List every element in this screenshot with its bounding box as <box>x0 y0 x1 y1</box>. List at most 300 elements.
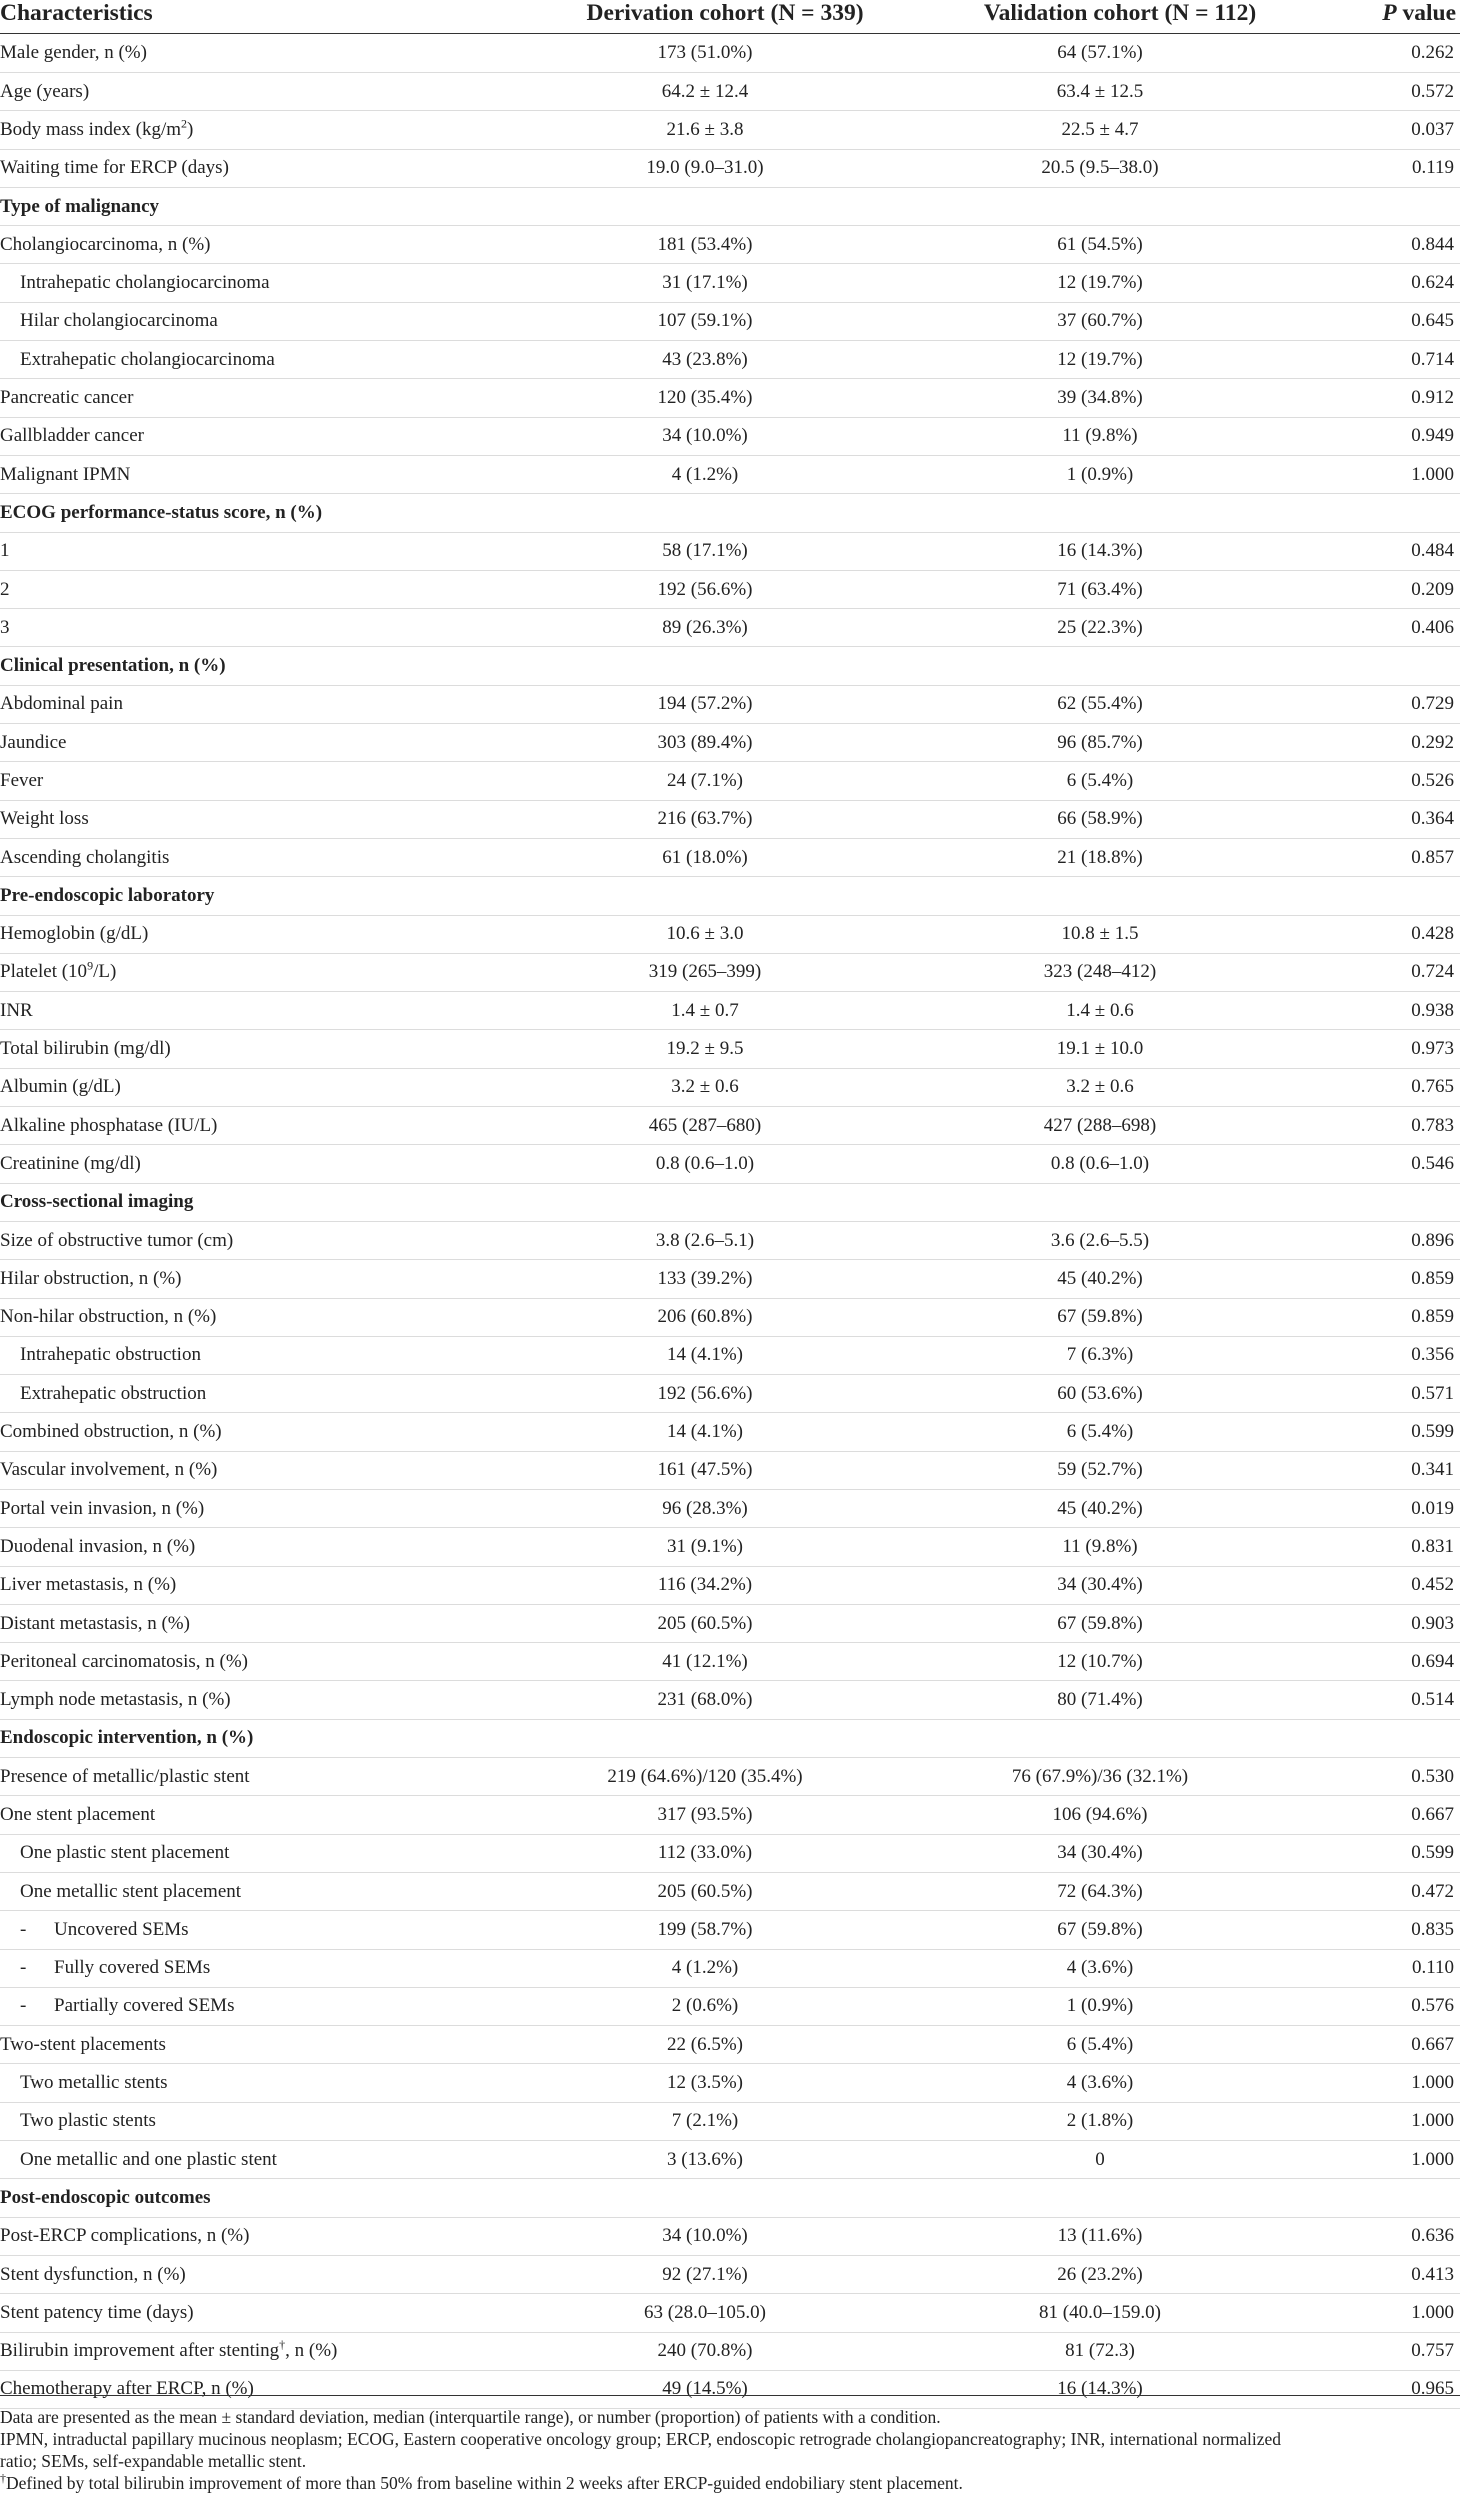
derivation-value: 34 (10.0%) <box>520 2217 890 2255</box>
table-row <box>0 2332 1460 2370</box>
derivation-value: 92 (27.1%) <box>520 2255 890 2293</box>
characteristic-name <box>0 1489 520 1527</box>
table-row <box>0 2217 1460 2255</box>
p-value: 0.729 <box>1310 685 1460 723</box>
validation-value: 6 (5.4%) <box>890 762 1310 800</box>
derivation-value: 2 (0.6%) <box>520 1987 890 2025</box>
p-value: 0.262 <box>1310 34 1460 73</box>
table-row <box>0 1030 1460 1068</box>
derivation-value <box>520 1183 890 1221</box>
characteristic-name <box>0 2217 520 2255</box>
derivation-value <box>520 187 890 225</box>
characteristic-label: Two plastic stents <box>20 2110 156 2132</box>
dagger-mark: † <box>0 2471 6 2486</box>
validation-value: 67 (59.8%) <box>890 1911 1310 1949</box>
validation-value: 80 (71.4%) <box>890 1681 1310 1719</box>
characteristic-label: Liver metastasis, n (%) <box>0 1574 177 1596</box>
characteristic-name <box>0 2026 520 2064</box>
table-row <box>0 685 1460 723</box>
superscript: 2 <box>181 116 188 131</box>
validation-value <box>890 494 1310 532</box>
p-value: 0.599 <box>1310 1413 1460 1451</box>
characteristic-name <box>0 1375 520 1413</box>
derivation-value: 181 (53.4%) <box>520 226 890 264</box>
characteristic-label: 1 <box>0 540 10 562</box>
derivation-value: 205 (60.5%) <box>520 1604 890 1642</box>
validation-value: 61 (54.5%) <box>890 226 1310 264</box>
dash-marker: - <box>20 1995 27 2017</box>
derivation-value <box>520 647 890 685</box>
characteristic-name <box>0 1911 520 1949</box>
characteristic-name <box>0 264 520 302</box>
derivation-value: 63 (28.0–105.0) <box>520 2294 890 2332</box>
p-value: 0.119 <box>1310 149 1460 187</box>
p-value: 1.000 <box>1310 2102 1460 2140</box>
p-value: 0.292 <box>1310 724 1460 762</box>
characteristic-name <box>0 2102 520 2140</box>
table-row <box>0 838 1460 876</box>
characteristic-label: Abdominal pain <box>0 693 123 715</box>
validation-value: 45 (40.2%) <box>890 1260 1310 1298</box>
table-row <box>0 953 1460 991</box>
characteristic-label: Waiting time for ERCP (days) <box>0 157 229 179</box>
p-value: 0.526 <box>1310 762 1460 800</box>
validation-value: 1.4 ± 0.6 <box>890 992 1310 1030</box>
table-row <box>0 1949 1460 1987</box>
p-value <box>1310 647 1460 685</box>
characteristic-label: Gallbladder cancer <box>0 425 144 447</box>
table-row <box>0 1528 1460 1566</box>
p-value: 0.428 <box>1310 915 1460 953</box>
table-row <box>0 1145 1460 1183</box>
characteristic-name <box>0 149 520 187</box>
validation-value: 3.2 ± 0.6 <box>890 1068 1310 1106</box>
validation-value: 323 (248–412) <box>890 953 1310 991</box>
characteristic-label: Malignant IPMN <box>0 463 131 485</box>
derivation-value <box>520 877 890 915</box>
validation-value: 16 (14.3%) <box>890 2370 1310 2408</box>
characteristic-name <box>0 1068 520 1106</box>
p-value: 1.000 <box>1310 2294 1460 2332</box>
footnote-abbreviations: IPMN, intraductal papillary mucinous neoplasm; ECOG, Eastern cooperative oncology group; ERCP, endoscopic retrograde cholangiopancreatography; INR, international normalized <box>0 2429 1282 2449</box>
validation-value: 11 (9.8%) <box>890 417 1310 455</box>
characteristic-label: Fully covered SEMs <box>54 1957 211 1979</box>
header-p-rest: value <box>1396 0 1456 26</box>
table-row <box>0 2026 1460 2064</box>
characteristic-label: Presence of metallic/plastic stent <box>0 1765 250 1787</box>
p-value: 0.667 <box>1310 1796 1460 1834</box>
header-validation-cohort: Validation cohort (N = 112) <box>890 0 1310 34</box>
table-row <box>0 341 1460 379</box>
table-row <box>0 2294 1460 2332</box>
derivation-value: 89 (26.3%) <box>520 609 890 647</box>
characteristic-label: Alkaline phosphatase (IU/L) <box>0 1114 218 1136</box>
validation-value: 45 (40.2%) <box>890 1489 1310 1527</box>
validation-value: 1 (0.9%) <box>890 1987 1310 2025</box>
characteristic-name <box>0 1030 520 1068</box>
characteristic-label: Partially covered SEMs <box>54 1995 235 2017</box>
derivation-value: 205 (60.5%) <box>520 1872 890 1910</box>
section-header-row <box>0 877 1460 915</box>
p-value: 0.572 <box>1310 73 1460 111</box>
section-header-row <box>0 187 1460 225</box>
characteristic-name <box>0 992 520 1030</box>
characteristic-label: Pancreatic cancer <box>0 387 134 409</box>
section-title <box>0 187 520 225</box>
validation-value: 6 (5.4%) <box>890 1413 1310 1451</box>
characteristic-name <box>0 1336 520 1374</box>
table-row <box>0 1604 1460 1642</box>
characteristic-label: Vascular involvement, n (%) <box>0 1459 218 1481</box>
validation-value: 19.1 ± 10.0 <box>890 1030 1310 1068</box>
p-value: 0.341 <box>1310 1451 1460 1489</box>
validation-value: 81 (40.0–159.0) <box>890 2294 1310 2332</box>
derivation-value: 465 (287–680) <box>520 1107 890 1145</box>
validation-value <box>890 187 1310 225</box>
p-value <box>1310 877 1460 915</box>
validation-value: 12 (10.7%) <box>890 1643 1310 1681</box>
table-row <box>0 73 1460 111</box>
validation-value: 64 (57.1%) <box>890 34 1310 73</box>
p-value: 0.973 <box>1310 1030 1460 1068</box>
validation-value: 427 (288–698) <box>890 1107 1310 1145</box>
characteristic-label: Body mass index (kg/m <box>0 118 182 140</box>
characteristic-name <box>0 1834 520 1872</box>
validation-value <box>890 1719 1310 1757</box>
p-value: 0.667 <box>1310 2026 1460 2064</box>
characteristic-name <box>0 1298 520 1336</box>
p-value: 0.694 <box>1310 1643 1460 1681</box>
validation-value: 63.4 ± 12.5 <box>890 73 1310 111</box>
header-p-letter: P <box>1382 0 1397 26</box>
validation-value: 72 (64.3%) <box>890 1872 1310 1910</box>
table-row <box>0 1566 1460 1604</box>
characteristic-name <box>0 1566 520 1604</box>
validation-value: 0 <box>890 2141 1310 2179</box>
characteristic-name <box>0 915 520 953</box>
derivation-value: 303 (89.4%) <box>520 724 890 762</box>
footnote-dagger <box>0 2472 1460 2494</box>
p-value: 0.110 <box>1310 1949 1460 1987</box>
validation-value: 10.8 ± 1.5 <box>890 915 1310 953</box>
p-value: 0.209 <box>1310 570 1460 608</box>
table-row <box>0 455 1460 493</box>
characteristic-label: Stent dysfunction, n (%) <box>0 2263 186 2285</box>
characteristic-label: 2 <box>0 578 10 600</box>
dash-marker: - <box>20 1918 27 1940</box>
p-value: 0.546 <box>1310 1145 1460 1183</box>
characteristic-name <box>0 1107 520 1145</box>
validation-value: 62 (55.4%) <box>890 685 1310 723</box>
characteristic-label: Lymph node metastasis, n (%) <box>0 1689 231 1711</box>
characteristic-label: One stent placement <box>0 1804 156 1825</box>
superscript: † <box>279 2337 286 2352</box>
p-value: 0.896 <box>1310 1221 1460 1259</box>
derivation-value: 61 (18.0%) <box>520 838 890 876</box>
validation-value: 34 (30.4%) <box>890 1566 1310 1604</box>
derivation-value: 192 (56.6%) <box>520 1375 890 1413</box>
derivation-value: 43 (23.8%) <box>520 341 890 379</box>
derivation-value: 133 (39.2%) <box>520 1260 890 1298</box>
table-row <box>0 1336 1460 1374</box>
p-value <box>1310 2179 1460 2217</box>
characteristic-label: Platelet (10 <box>0 961 88 983</box>
table-row <box>0 111 1460 149</box>
validation-value: 3.6 (2.6–5.5) <box>890 1221 1310 1259</box>
characteristic-label: Non-hilar obstruction, n (%) <box>0 1306 217 1328</box>
validation-value: 37 (60.7%) <box>890 302 1310 340</box>
p-value: 0.765 <box>1310 1068 1460 1106</box>
section-title <box>0 877 520 915</box>
table-row <box>0 1298 1460 1336</box>
validation-value: 4 (3.6%) <box>890 1949 1310 1987</box>
characteristic-name <box>0 1643 520 1681</box>
characteristic-name <box>0 532 520 570</box>
characteristic-name <box>0 2255 520 2293</box>
characteristic-label-suffix: /L) <box>93 961 117 983</box>
p-value: 0.835 <box>1310 1911 1460 1949</box>
characteristic-label: Combined obstruction, n (%) <box>0 1421 222 1443</box>
section-title <box>0 1183 520 1221</box>
characteristic-name <box>0 1604 520 1642</box>
characteristic-name <box>0 302 520 340</box>
derivation-value: 3.2 ± 0.6 <box>520 1068 890 1106</box>
characteristic-name <box>0 73 520 111</box>
table-row <box>0 264 1460 302</box>
validation-value: 25 (22.3%) <box>890 609 1310 647</box>
characteristic-label: Two metallic stents <box>20 2072 168 2094</box>
characteristic-name <box>0 724 520 762</box>
table-row <box>0 1489 1460 1527</box>
derivation-value: 12 (3.5%) <box>520 2064 890 2102</box>
p-value <box>1310 1719 1460 1757</box>
validation-value: 39 (34.8%) <box>890 379 1310 417</box>
validation-value: 6 (5.4%) <box>890 2026 1310 2064</box>
p-value: 0.364 <box>1310 800 1460 838</box>
characteristic-label: Cholangiocarcinoma, n (%) <box>0 233 211 255</box>
derivation-value: 14 (4.1%) <box>520 1413 890 1451</box>
characteristic-label: Stent patency time (days) <box>0 2301 194 2323</box>
p-value: 0.903 <box>1310 1604 1460 1642</box>
derivation-value: 112 (33.0%) <box>520 1834 890 1872</box>
table-body <box>0 34 1460 2409</box>
validation-value: 60 (53.6%) <box>890 1375 1310 1413</box>
p-value: 0.356 <box>1310 1336 1460 1374</box>
characteristic-label: Two-stent placements <box>0 2033 166 2055</box>
footnote-data-presentation: Data are presented as the mean ± standard deviation, median (interquartile range), or number (proportion) of patients with a condition. <box>0 2407 941 2427</box>
characteristic-name <box>0 1758 520 1796</box>
validation-value <box>890 877 1310 915</box>
characteristic-name <box>0 417 520 455</box>
characteristic-label: Peritoneal carcinomatosis, n (%) <box>0 1650 248 1672</box>
table-row <box>0 1413 1460 1451</box>
p-value: 0.530 <box>1310 1758 1460 1796</box>
characteristic-label: Type of malignancy <box>0 195 160 217</box>
characteristic-label: Age (years) <box>0 80 90 102</box>
characteristic-name <box>0 1987 520 2025</box>
characteristic-label: Intrahepatic cholangiocarcinoma <box>20 272 270 294</box>
validation-value: 11 (9.8%) <box>890 1528 1310 1566</box>
p-value: 0.938 <box>1310 992 1460 1030</box>
table-header <box>0 0 1460 34</box>
validation-value: 76 (67.9%)/36 (32.1%) <box>890 1758 1310 1796</box>
p-value: 1.000 <box>1310 2064 1460 2102</box>
characteristic-label: Male gender, n (%) <box>0 42 147 63</box>
table-row <box>0 1375 1460 1413</box>
table-row <box>0 992 1460 1030</box>
footnote-abbreviations-cont: ratio; SEMs, self-expandable metallic stent. <box>0 2451 307 2471</box>
derivation-value: 107 (59.1%) <box>520 302 890 340</box>
characteristic-name <box>0 2332 520 2370</box>
derivation-value: 4 (1.2%) <box>520 455 890 493</box>
derivation-value: 10.6 ± 3.0 <box>520 915 890 953</box>
p-value: 0.019 <box>1310 1489 1460 1527</box>
derivation-value: 64.2 ± 12.4 <box>520 73 890 111</box>
p-value: 0.965 <box>1310 2370 1460 2408</box>
characteristic-label: Albumin (g/dL) <box>0 1076 121 1098</box>
validation-value: 12 (19.7%) <box>890 341 1310 379</box>
characteristic-name <box>0 609 520 647</box>
characteristic-name <box>0 379 520 417</box>
table-footnotes <box>0 2395 1460 2494</box>
characteristic-label: Pre-endoscopic laboratory <box>0 884 215 906</box>
table-row <box>0 609 1460 647</box>
p-value <box>1310 494 1460 532</box>
table-row <box>0 226 1460 264</box>
validation-value: 20.5 (9.5–38.0) <box>890 149 1310 187</box>
characteristic-name <box>0 1145 520 1183</box>
characteristic-label: Fever <box>0 769 44 791</box>
derivation-value: 1.4 ± 0.7 <box>520 992 890 1030</box>
characteristic-label: Bilirubin improvement after stenting <box>0 2340 280 2362</box>
derivation-value: 192 (56.6%) <box>520 570 890 608</box>
p-value: 0.636 <box>1310 2217 1460 2255</box>
characteristic-name <box>0 685 520 723</box>
validation-value: 22.5 ± 4.7 <box>890 111 1310 149</box>
p-value: 0.452 <box>1310 1566 1460 1604</box>
table-row <box>0 1260 1460 1298</box>
characteristic-name <box>0 341 520 379</box>
derivation-value: 216 (63.7%) <box>520 800 890 838</box>
characteristic-name <box>0 2141 520 2179</box>
derivation-value: 31 (9.1%) <box>520 1528 890 1566</box>
p-value: 0.576 <box>1310 1987 1460 2025</box>
derivation-value: 7 (2.1%) <box>520 2102 890 2140</box>
derivation-value: 3 (13.6%) <box>520 2141 890 2179</box>
table-row <box>0 417 1460 455</box>
p-value: 0.844 <box>1310 226 1460 264</box>
p-value: 0.037 <box>1310 111 1460 149</box>
derivation-value: 116 (34.2%) <box>520 1566 890 1604</box>
characteristic-label: Portal vein invasion, n (%) <box>0 1497 205 1519</box>
characteristic-label: Extrahepatic cholangiocarcinoma <box>20 348 275 370</box>
characteristic-label: Post-endoscopic outcomes <box>0 2186 211 2208</box>
derivation-value: 24 (7.1%) <box>520 762 890 800</box>
table-row <box>0 1796 1460 1834</box>
derivation-value: 0.8 (0.6–1.0) <box>520 1145 890 1183</box>
characteristic-label: Uncovered SEMs <box>54 1918 189 1940</box>
p-value: 0.831 <box>1310 1528 1460 1566</box>
characteristic-name <box>0 455 520 493</box>
validation-value: 96 (85.7%) <box>890 724 1310 762</box>
characteristic-label: Size of obstructive tumor (cm) <box>0 1229 234 1251</box>
derivation-value: 120 (35.4%) <box>520 379 890 417</box>
derivation-value: 41 (12.1%) <box>520 1643 890 1681</box>
validation-value: 21 (18.8%) <box>890 838 1310 876</box>
section-title <box>0 2179 520 2217</box>
table-row <box>0 532 1460 570</box>
characteristic-label: Creatinine (mg/dl) <box>0 1152 141 1174</box>
section-title <box>0 494 520 532</box>
p-value: 0.406 <box>1310 609 1460 647</box>
derivation-value: 161 (47.5%) <box>520 1451 890 1489</box>
characteristic-label: Intrahepatic obstruction <box>20 1344 201 1366</box>
validation-value: 1 (0.9%) <box>890 455 1310 493</box>
characteristic-name <box>0 838 520 876</box>
header-characteristics: Characteristics <box>0 0 520 34</box>
validation-value <box>890 2179 1310 2217</box>
p-value: 0.724 <box>1310 953 1460 991</box>
characteristic-label: Endoscopic intervention, n (%) <box>0 1727 254 1749</box>
table-row <box>0 1107 1460 1145</box>
p-value: 0.912 <box>1310 379 1460 417</box>
header-p-value <box>1310 0 1460 34</box>
table-row <box>0 2255 1460 2293</box>
derivation-value: 21.6 ± 3.8 <box>520 111 890 149</box>
p-value <box>1310 1183 1460 1221</box>
validation-value: 2 (1.8%) <box>890 2102 1310 2140</box>
p-value: 0.857 <box>1310 838 1460 876</box>
p-value: 0.757 <box>1310 2332 1460 2370</box>
validation-value: 81 (72.3) <box>890 2332 1310 2370</box>
table-row <box>0 800 1460 838</box>
derivation-value: 14 (4.1%) <box>520 1336 890 1374</box>
derivation-value: 49 (14.5%) <box>520 2370 890 2408</box>
derivation-value: 4 (1.2%) <box>520 1949 890 1987</box>
characteristic-name <box>0 1872 520 1910</box>
characteristic-name <box>0 2064 520 2102</box>
table-row <box>0 1221 1460 1259</box>
derivation-value: 19.2 ± 9.5 <box>520 1030 890 1068</box>
table-row <box>0 1911 1460 1949</box>
characteristic-label: Hilar cholangiocarcinoma <box>20 310 218 332</box>
derivation-value: 34 (10.0%) <box>520 417 890 455</box>
characteristic-name <box>0 1221 520 1259</box>
section-header-row <box>0 1719 1460 1757</box>
characteristic-name <box>0 34 520 73</box>
validation-value <box>890 1183 1310 1221</box>
derivation-value: 206 (60.8%) <box>520 1298 890 1336</box>
p-value: 0.484 <box>1310 532 1460 570</box>
derivation-value: 231 (68.0%) <box>520 1681 890 1719</box>
section-header-row <box>0 1183 1460 1221</box>
characteristic-label: Cross-sectional imaging <box>0 1191 194 1213</box>
validation-value: 0.8 (0.6–1.0) <box>890 1145 1310 1183</box>
section-header-row <box>0 647 1460 685</box>
table-row <box>0 724 1460 762</box>
p-value: 0.949 <box>1310 417 1460 455</box>
table-row <box>0 2064 1460 2102</box>
characteristic-label: INR <box>0 999 33 1021</box>
characteristic-label-suffix: ) <box>187 118 194 140</box>
p-value: 0.413 <box>1310 2255 1460 2293</box>
table-row <box>0 2141 1460 2179</box>
characteristic-label: One metallic stent placement <box>20 1880 242 1902</box>
validation-value: 4 (3.6%) <box>890 2064 1310 2102</box>
derivation-value: 173 (51.0%) <box>520 34 890 73</box>
derivation-value: 219 (64.6%)/120 (35.4%) <box>520 1758 890 1796</box>
p-value: 0.714 <box>1310 341 1460 379</box>
